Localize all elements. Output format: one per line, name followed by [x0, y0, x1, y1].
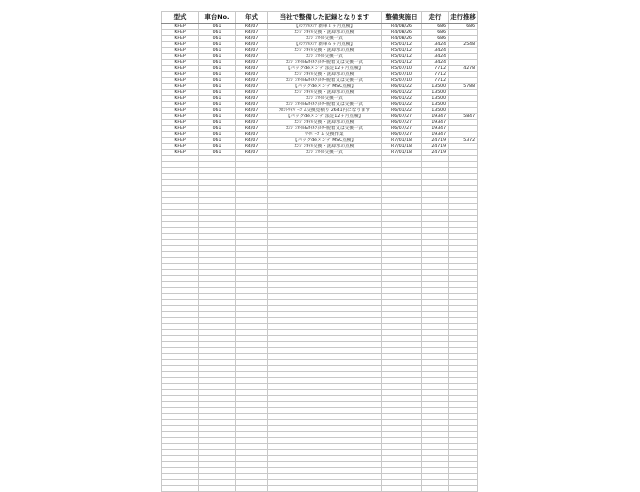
cell-chassis-no: 061 — [199, 84, 236, 90]
cell-description: ｴﾝｼﾞﾝｵｲﾙ交換一式 — [268, 36, 382, 42]
cell-chassis-no: 061 — [199, 24, 236, 30]
cell-mileage-change: 686 — [449, 24, 478, 30]
header-chassis-no: 車台No. — [199, 12, 236, 24]
cell-description: ﾜｲﾊﾟｰｺﾞﾑ 交換作業 — [268, 132, 382, 138]
cell-chassis-no: 061 — [199, 72, 236, 78]
cell-mileage: 19347 — [422, 132, 449, 138]
cell-year: R4/07 — [236, 90, 268, 96]
cell-model — [162, 486, 199, 492]
cell-chassis-no: 061 — [199, 90, 236, 96]
cell-year: R4/07 — [236, 66, 268, 72]
cell-model: KFEP — [162, 144, 199, 150]
cell-service-date: R6/07/27 — [382, 126, 422, 132]
cell-description: ｴﾝｼﾞﾝｵｲﾙ交換一式 — [268, 54, 382, 60]
cell-year — [236, 486, 268, 492]
cell-model: KFEP — [162, 90, 199, 96]
cell-mileage: 7712 — [422, 78, 449, 84]
cell-year: R4/07 — [236, 30, 268, 36]
cell-chassis-no: 061 — [199, 36, 236, 42]
cell-description: ｴﾝｼﾞﾝｵｲﾙ&ｵｲﾙﾌｨﾙﾀｰ脱着又は交換一式 — [268, 102, 382, 108]
cell-mileage-change: 5372 — [449, 138, 478, 144]
header-model: 型式 — [162, 12, 199, 24]
cell-mileage: 13500 — [422, 84, 449, 90]
cell-chassis-no: 061 — [199, 108, 236, 114]
cell-year: R4/07 — [236, 78, 268, 84]
cell-chassis-no: 061 — [199, 138, 236, 144]
cell-description: 【パックdeメンテ 法定12ヶ月点検】 — [268, 114, 382, 120]
cell-service-date: R6/07/27 — [382, 132, 422, 138]
cell-chassis-no: 061 — [199, 48, 236, 54]
cell-service-date: R4/08/26 — [382, 30, 422, 36]
cell-model: KFEP — [162, 126, 199, 132]
cell-service-date: R7/01/18 — [382, 150, 422, 156]
cell-model: KFEP — [162, 72, 199, 78]
header-year: 年式 — [236, 12, 268, 24]
cell-mileage: 7712 — [422, 66, 449, 72]
cell-mileage: 3424 — [422, 60, 449, 66]
cell-service-date: R7/01/18 — [382, 138, 422, 144]
cell-chassis-no: 061 — [199, 114, 236, 120]
cell-description: ｴﾝｼﾞﾝｵｲﾙ交換・洗却水の点検 — [268, 72, 382, 78]
cell-description: ﾌﾛﾝﾄﾜｲﾊﾟｰｺﾞﾑ交換見積り 2641円になります — [268, 108, 382, 114]
header-service-date: 整備実施日 — [382, 12, 422, 24]
cell-chassis-no: 061 — [199, 102, 236, 108]
cell-service-date: R5/07/10 — [382, 78, 422, 84]
cell-description: ｴﾝｼﾞﾝｵｲﾙ交換一式 — [268, 150, 382, 156]
cell-year: R4/07 — [236, 60, 268, 66]
cell-mileage: 19347 — [422, 126, 449, 132]
cell-description — [268, 486, 382, 492]
cell-mileage: 686 — [422, 36, 449, 42]
cell-chassis-no: 061 — [199, 66, 236, 72]
cell-year: R4/07 — [236, 36, 268, 42]
cell-description: 【パックdeメンテ 法定12ヶ月点検】 — [268, 66, 382, 72]
cell-chassis-no: 061 — [199, 126, 236, 132]
cell-service-date: R6/07/27 — [382, 120, 422, 126]
cell-description: 【ﾒﾝﾃﾌﾙﾒﾝﾃ 新車１ヶ月点検】 — [268, 24, 382, 30]
cell-service-date: R4/08/26 — [382, 24, 422, 30]
cell-model: KFEP — [162, 30, 199, 36]
cell-mileage-change: 4278 — [449, 66, 478, 72]
cell-year: R4/07 — [236, 108, 268, 114]
cell-description: ｴﾝｼﾞﾝｵｲﾙ交換・洗却水の点検 — [268, 144, 382, 150]
cell-description: ｴﾝｼﾞﾝｵｲﾙ交換・洗却水の点検 — [268, 90, 382, 96]
cell-mileage-change — [449, 486, 478, 492]
cell-mileage: 7712 — [422, 72, 449, 78]
cell-year: R4/07 — [236, 54, 268, 60]
cell-service-date: R5/01/12 — [382, 48, 422, 54]
header-row — [162, 12, 478, 24]
cell-mileage: 13500 — [422, 108, 449, 114]
cell-chassis-no: 061 — [199, 144, 236, 150]
cell-chassis-no: 061 — [199, 42, 236, 48]
cell-chassis-no: 061 — [199, 120, 236, 126]
cell-service-date: R6/01/22 — [382, 90, 422, 96]
cell-model: KFEP — [162, 120, 199, 126]
cell-mileage-change: 5847 — [449, 114, 478, 120]
cell-model: KFEP — [162, 102, 199, 108]
cell-chassis-no: 061 — [199, 132, 236, 138]
cell-model: KFEP — [162, 60, 199, 66]
cell-year: R4/07 — [236, 120, 268, 126]
header-mileage-change: 走行推移 — [449, 12, 478, 24]
cell-mileage: 24719 — [422, 138, 449, 144]
cell-chassis-no: 061 — [199, 150, 236, 156]
cell-service-date: R7/01/18 — [382, 144, 422, 150]
cell-year: R4/07 — [236, 42, 268, 48]
cell-mileage: 3424 — [422, 42, 449, 48]
cell-year: R4/07 — [236, 102, 268, 108]
cell-description: 【パックdeメンテ MSC点検】 — [268, 138, 382, 144]
sheet-body — [162, 24, 478, 492]
cell-mileage: 686 — [422, 30, 449, 36]
cell-model: KFEP — [162, 114, 199, 120]
cell-description: ｴﾝｼﾞﾝｵｲﾙ交換・洗却水の点検 — [268, 120, 382, 126]
cell-year: R4/07 — [236, 96, 268, 102]
cell-year: R4/07 — [236, 72, 268, 78]
cell-chassis-no: 061 — [199, 96, 236, 102]
cell-model: KFEP — [162, 132, 199, 138]
cell-mileage: 19347 — [422, 114, 449, 120]
maintenance-record-sheet — [161, 11, 478, 492]
cell-mileage — [422, 486, 449, 492]
cell-service-date — [382, 486, 422, 492]
cell-service-date: R5/01/12 — [382, 42, 422, 48]
cell-service-date: R6/01/22 — [382, 102, 422, 108]
cell-year: R4/07 — [236, 144, 268, 150]
cell-model: KFEP — [162, 84, 199, 90]
cell-mileage: 3424 — [422, 48, 449, 54]
cell-model: KFEP — [162, 54, 199, 60]
cell-service-date: R6/01/22 — [382, 84, 422, 90]
cell-year: R4/07 — [236, 150, 268, 156]
cell-mileage-change: 5788 — [449, 84, 478, 90]
cell-service-date: R6/01/22 — [382, 108, 422, 114]
cell-service-date: R6/07/27 — [382, 114, 422, 120]
cell-mileage-change: 2548 — [449, 42, 478, 48]
cell-mileage: 13500 — [422, 102, 449, 108]
cell-year: R4/07 — [236, 48, 268, 54]
cell-model: KFEP — [162, 66, 199, 72]
cell-description: ｴﾝｼﾞﾝｵｲﾙ&ｵｲﾙﾌｨﾙﾀｰ脱着又は交換一式 — [268, 60, 382, 66]
cell-model: KFEP — [162, 138, 199, 144]
cell-model: KFEP — [162, 78, 199, 84]
cell-description: 【ﾒﾝﾃﾌﾙﾒﾝﾃ 新車６ヶ月点検】 — [268, 42, 382, 48]
cell-year: R4/07 — [236, 138, 268, 144]
cell-chassis-no: 061 — [199, 54, 236, 60]
cell-service-date: R5/01/12 — [382, 54, 422, 60]
cell-service-date: R6/01/22 — [382, 96, 422, 102]
cell-chassis-no: 061 — [199, 60, 236, 66]
cell-description: ｴﾝｼﾞﾝｵｲﾙ&ｵｲﾙﾌｨﾙﾀｰ脱着又は交換一式 — [268, 126, 382, 132]
cell-model: KFEP — [162, 96, 199, 102]
empty-row — [162, 486, 478, 492]
cell-year: R4/07 — [236, 114, 268, 120]
cell-year: R4/07 — [236, 24, 268, 30]
cell-model: KFEP — [162, 42, 199, 48]
cell-service-date: R5/01/12 — [382, 60, 422, 66]
cell-year: R4/07 — [236, 84, 268, 90]
cell-mileage: 686 — [422, 24, 449, 30]
cell-model: KFEP — [162, 150, 199, 156]
cell-description: ｴﾝｼﾞﾝｵｲﾙ交換・洗却水の点検 — [268, 48, 382, 54]
cell-service-date: R5/07/10 — [382, 66, 422, 72]
cell-mileage: 13500 — [422, 96, 449, 102]
cell-chassis-no — [199, 486, 236, 492]
cell-description: 【パックdeメンテ MSC点検】 — [268, 84, 382, 90]
cell-chassis-no: 061 — [199, 30, 236, 36]
cell-mileage: 24719 — [422, 144, 449, 150]
cell-description: ｴﾝｼﾞﾝｵｲﾙ交換・洗却水の点検 — [268, 30, 382, 36]
cell-mileage: 3424 — [422, 54, 449, 60]
cell-mileage: 19347 — [422, 120, 449, 126]
cell-model: KFEP — [162, 48, 199, 54]
cell-model: KFEP — [162, 36, 199, 42]
cell-service-date: R4/08/26 — [382, 36, 422, 42]
cell-model: KFEP — [162, 24, 199, 30]
cell-description: ｴﾝｼﾞﾝｵｲﾙ&ｵｲﾙﾌｨﾙﾀｰ脱着又は交換一式 — [268, 78, 382, 84]
cell-year: R4/07 — [236, 126, 268, 132]
cell-mileage: 13500 — [422, 90, 449, 96]
cell-mileage: 24719 — [422, 150, 449, 156]
header-mileage: 走行 — [422, 12, 449, 24]
cell-service-date: R5/07/10 — [382, 72, 422, 78]
cell-chassis-no: 061 — [199, 78, 236, 84]
cell-description: ｴﾝｼﾞﾝｵｲﾙ交換一式 — [268, 96, 382, 102]
header-description: 当社で整備した記録となります — [268, 12, 382, 24]
cell-year: R4/07 — [236, 132, 268, 138]
cell-model: KFEP — [162, 108, 199, 114]
